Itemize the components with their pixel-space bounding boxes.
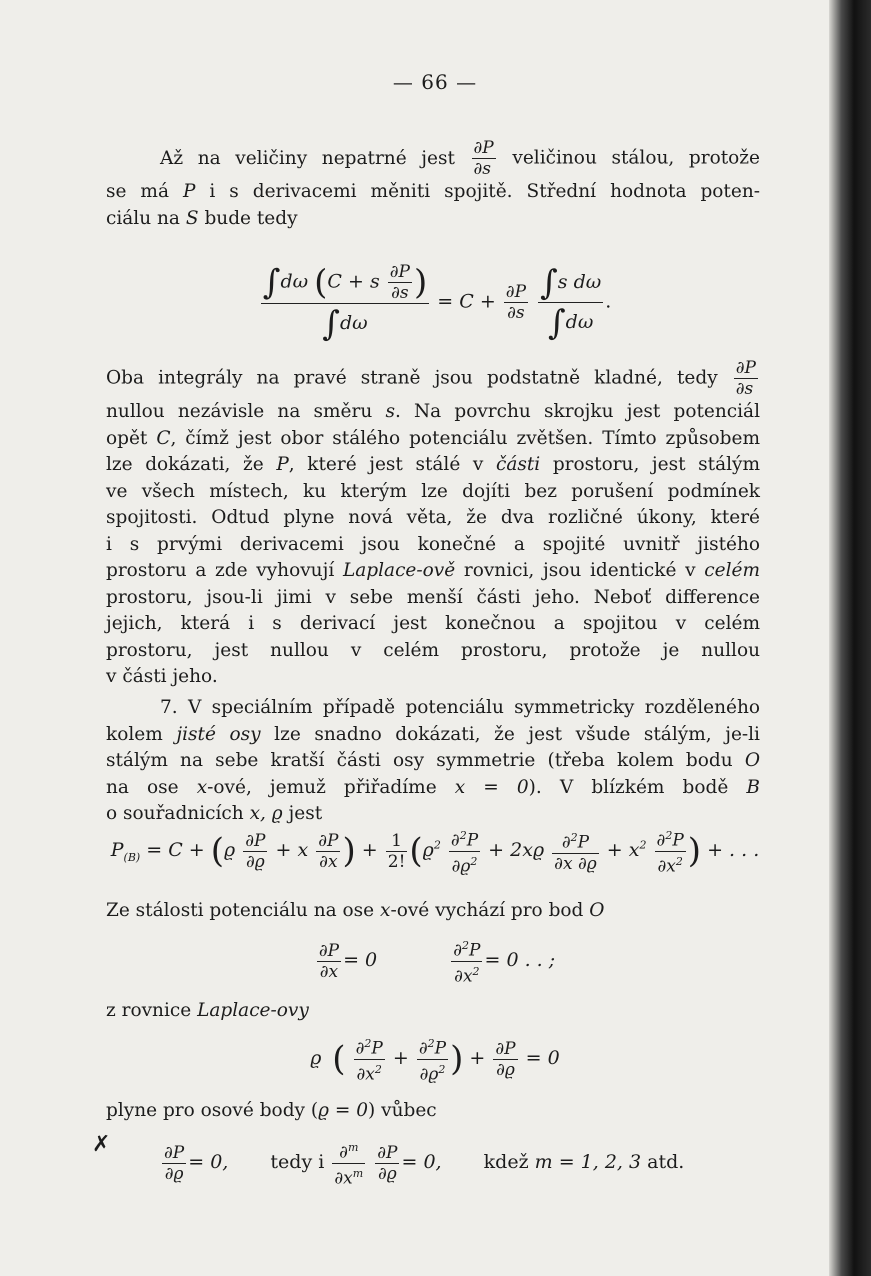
text-line: prostoru, jest nullou v celém prostoru, protože je nullou [106, 639, 760, 661]
pencil-mark-icon: ✗ [92, 1132, 111, 1157]
text-line: z rovnice Laplace-ovy [106, 1000, 309, 1021]
equation-all-derivatives: $\frac{\partial P}{\partial ϱ}$ = 0, tedy i $\frac{\partial^m}{\partial x^m}$ $\frac{\partial P}{\partial ϱ}$ = 0, kdež m = 1, 2, 3 atd. [160, 1138, 684, 1188]
text-line: o souřadnicích x, ϱ jest [106, 803, 323, 824]
integral-fraction: ∫dω (C + s $\frac{\partial P}{\partial s}$ ) ∫dω [262, 262, 428, 344]
text-line: Ze stálosti potenciálu na ose x-ové vychází pro bod O [106, 900, 605, 921]
paragraph-2 [106, 358, 760, 691]
paragraph-5 [106, 998, 760, 1025]
text-line: lze dokázati, že P, které jest stálé v části prostoru, jest stálým [106, 454, 761, 475]
fraction-dP-ds: $\frac{\partial P}{\partial s}$ [473, 138, 494, 179]
equation-taylor-expansion: $P_{(B)} = C + (ϱ$ $\frac{\partial P}{\partial ϱ}$ + x $\frac{\partial P}{\partial x}$ ) + $\frac{1}{2!}$ ($ϱ^2$ $\frac{\partial^2P}{\partial ϱ^2}$ + 2xϱ $\frac{\partial^2P}{\partial x \partial ϱ}$ + $x^2$ $\frac{\partial^2P}{\partial x^2}$ ) + . . . [0, 826, 870, 876]
text-line: Až na veličiny nepatrné jest $\frac{\partial P}{\partial s}$ veličinou stálou, protože [160, 138, 760, 179]
equation-mean-potential: ∫dω (C + s $\frac{\partial P}{\partial s}$ ) ∫dω = C + $\frac{\partial P}{\partial s}$ $\frac{\text{∫s dω}}{\int d\omega}$ . [262, 262, 612, 344]
fraction-dP-ds: $\frac{\partial P}{\partial s}$ [505, 282, 527, 323]
text-line: se má P i s derivacemi měniti spojitě. Střední hodnota poten- [106, 181, 760, 202]
text-line: stálým na sebe kratší části osy symmetrie (třeba kolem bodu O [106, 750, 760, 771]
paragraph-6 [106, 1098, 760, 1125]
paragraph-1 [106, 138, 760, 232]
fraction-dP-ds: $\frac{\partial P}{\partial s}$ [735, 358, 756, 399]
text-line: ciálu na S bude tedy [106, 207, 298, 229]
text-line: i s prvými derivacemi jsou konečné a spojité uvnitř jistého [106, 533, 760, 555]
text-line: Oba integrály na pravé straně jsou podstatně kladné, tedy $\frac{\partial P}{\partial s}$ [106, 358, 756, 399]
page-number: — 66 — [392, 70, 478, 94]
text-line: 7. V speciálním případě potenciálu symmetricky rozděleného [160, 697, 760, 718]
text-line: na ose x-ové, jemuž přiřadíme x = 0). V blízkém bodě B [106, 776, 761, 798]
equation-axis-derivatives: $\frac{\partial P}{\partial x}$ = 0 $\frac{\partial^2P}{\partial x^2}$ = 0 . . ; [0, 936, 870, 986]
text-line: kolem jisté osy lze snadno dokázati, že jest všude stálým, je-li [106, 723, 760, 745]
text-line: jejich, která i s derivací jest konečnou a spojitou v celém [106, 613, 760, 634]
paragraph-3 [106, 695, 760, 828]
text-line: v části jeho. [106, 666, 218, 687]
book-spine-shadow [829, 0, 871, 1276]
text-line: spojitosti. Odtud plyne nová věta, že dva rozličné úkony, které [106, 507, 760, 528]
text-line: ve všech místech, ku kterým lze dojíti bez porušení podmínek [106, 480, 760, 502]
text-line: prostoru, jsou-li jimi v sebe menší části jeho. Neboť difference [106, 586, 760, 608]
text-line: opět C, čímž jest obor stálého potenciálu zvětšen. Tímto způsobem [106, 427, 760, 449]
paragraph-4 [106, 898, 760, 925]
equation-laplace: ϱ ( $\frac{\partial^2P}{\partial x^2}$ + $\frac{\partial^2P}{\partial ϱ^2}$ ) + $\frac{\partial P}{\partial ϱ}$ = 0 [0, 1034, 870, 1084]
text-line: plyne pro osové body (ϱ = 0) vůbec [106, 1100, 437, 1121]
integral-fraction: $\frac{\text{∫s dω}}{\int d\omega}$ [540, 263, 602, 343]
text-line: nullou nezávisle na směru s. Na povrchu skrojku jest potenciál [106, 401, 760, 422]
text-line: prostoru a zde vyhovují Laplace-ově rovnici, jsou identické v celém [106, 560, 761, 581]
